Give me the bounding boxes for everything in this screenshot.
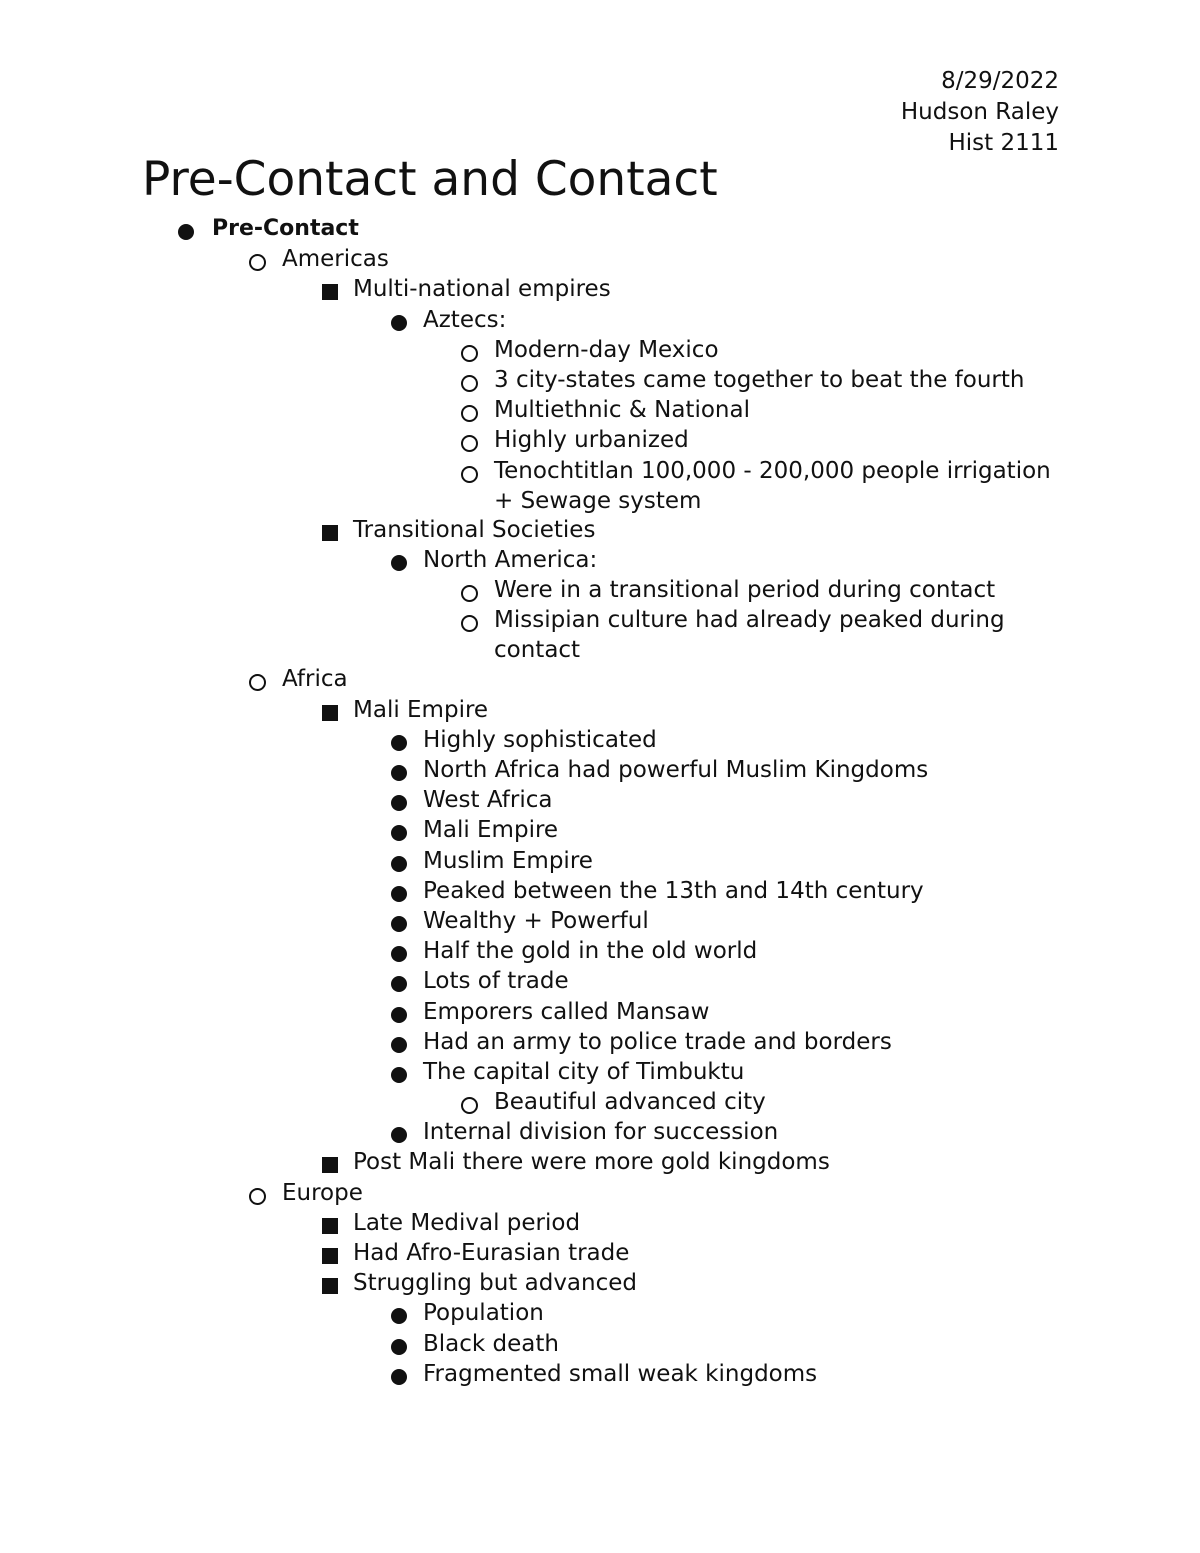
square-bullet-icon	[320, 1268, 340, 1298]
note-author: Hudson Raley	[900, 99, 1059, 125]
outline-item-text: Fragmented small weak kingdoms	[423, 1360, 818, 1387]
disc-bullet-icon	[176, 214, 196, 244]
outline-item-text: + Sewage system	[494, 487, 702, 514]
note-date: 8/29/2022	[941, 68, 1059, 94]
outline-item	[0, 1208, 1200, 1238]
disc-bullet-icon	[389, 876, 409, 906]
outline-item-text: Americas	[282, 246, 389, 273]
outline-item-text: Pre-Contact	[212, 216, 359, 241]
circle-bullet-icon	[247, 1178, 267, 1208]
outline-item-text: Were in a transitional period during contact	[494, 577, 996, 604]
circle-bullet-icon	[247, 664, 267, 694]
outline-item-text: Internal division for succession	[423, 1119, 779, 1146]
outline-item	[0, 815, 1200, 845]
outline-item	[0, 1117, 1200, 1147]
outline-item	[0, 545, 1200, 575]
circle-bullet-icon	[459, 1087, 479, 1117]
outline-item-text: Mali Empire	[423, 817, 559, 844]
outline-item	[0, 1057, 1200, 1087]
outline-item-text: Wealthy + Powerful	[423, 907, 649, 934]
disc-bullet-icon	[389, 755, 409, 785]
disc-bullet-icon	[389, 1027, 409, 1057]
outline-item	[0, 695, 1200, 725]
outline-item	[0, 214, 1200, 244]
page-title: Pre-Contact and Contact	[142, 152, 718, 207]
outline-item	[0, 876, 1200, 906]
outline-item-text: Struggling but advanced	[353, 1270, 637, 1297]
outline-item	[0, 966, 1200, 996]
square-bullet-icon	[320, 515, 340, 545]
circle-bullet-icon	[459, 365, 479, 395]
outline-item-text: Muslim Empire	[423, 847, 593, 874]
outline-item-text: Aztecs:	[423, 306, 507, 333]
circle-bullet-icon	[459, 335, 479, 365]
outline-item-text: North Africa had powerful Muslim Kingdoms	[423, 757, 929, 783]
disc-bullet-icon	[389, 815, 409, 845]
outline-continuation	[0, 486, 1200, 515]
outline-item	[0, 335, 1200, 365]
disc-bullet-icon	[389, 1057, 409, 1087]
outline-item-text: Europe	[282, 1179, 363, 1206]
disc-bullet-icon	[389, 966, 409, 996]
outline-item	[0, 575, 1200, 605]
outline-item	[0, 1027, 1200, 1057]
outline-item-text: Had Afro-Eurasian trade	[353, 1240, 630, 1266]
outline-item-text: Missipian culture had already peaked during	[494, 607, 1005, 634]
outline-item	[0, 274, 1200, 304]
outline-item-text: Multiethnic & National	[494, 397, 750, 424]
circle-bullet-icon	[459, 425, 479, 455]
outline-item-text: Post Mali there were more gold kingdoms	[353, 1149, 830, 1176]
note-course: Hist 2111	[948, 130, 1059, 156]
disc-bullet-icon	[389, 785, 409, 815]
outline-item-text: Highly urbanized	[494, 427, 689, 454]
outline-item-text: Late Medival period	[353, 1209, 581, 1236]
outline-item	[0, 425, 1200, 455]
outline-item-text: West Africa	[423, 787, 553, 814]
circle-bullet-icon	[459, 395, 479, 425]
outline-item	[0, 725, 1200, 755]
outline-item	[0, 906, 1200, 936]
disc-bullet-icon	[389, 1329, 409, 1359]
square-bullet-icon	[320, 695, 340, 725]
square-bullet-icon	[320, 1208, 340, 1238]
outline-item-text: Tenochtitlan 100,000 - 200,000 people irrigation	[494, 457, 1051, 484]
circle-bullet-icon	[247, 244, 267, 274]
circle-bullet-icon	[459, 605, 479, 635]
disc-bullet-icon	[389, 305, 409, 335]
outline-item-text: Modern-day Mexico	[494, 336, 719, 363]
outline-continuation	[0, 635, 1200, 664]
square-bullet-icon	[320, 1147, 340, 1177]
disc-bullet-icon	[389, 1298, 409, 1328]
outline-item-text: 3 city-states came together to beat the fourth	[494, 366, 1025, 393]
disc-bullet-icon	[389, 846, 409, 876]
disc-bullet-icon	[389, 936, 409, 966]
outline-item	[0, 395, 1200, 425]
outline-item	[0, 605, 1200, 635]
outline-item	[0, 1087, 1200, 1117]
outline-item	[0, 785, 1200, 815]
outline-item-text: Emporers called Mansaw	[423, 998, 710, 1025]
outline-item	[0, 1268, 1200, 1298]
outline-item-text: North America:	[423, 546, 598, 573]
outline-item-text: Population	[423, 1300, 544, 1327]
outline-item-text: Lots of trade	[423, 968, 569, 995]
square-bullet-icon	[320, 1238, 340, 1268]
outline-item-text: Black death	[423, 1330, 559, 1357]
outline-item	[0, 456, 1200, 486]
outline-item-text: Peaked between the 13th and 14th century	[423, 877, 924, 904]
outline-item	[0, 936, 1200, 966]
outline-item	[0, 1329, 1200, 1359]
disc-bullet-icon	[389, 1117, 409, 1147]
outline-item-text: Africa	[282, 666, 348, 693]
outline-item	[0, 1238, 1200, 1268]
outline-item	[0, 305, 1200, 335]
outline-item	[0, 515, 1200, 545]
outline-item	[0, 1147, 1200, 1177]
disc-bullet-icon	[389, 997, 409, 1027]
outline-item-text: Multi-national empires	[353, 276, 611, 303]
outline-item	[0, 755, 1200, 785]
outline-item-text: Mali Empire	[353, 696, 489, 723]
outline-item	[0, 365, 1200, 395]
outline-item	[0, 1298, 1200, 1328]
outline-item-text: Beautiful advanced city	[494, 1089, 766, 1116]
outline-item-text: Transitional Societies	[353, 516, 596, 543]
notes-outline	[0, 214, 1200, 1389]
outline-item	[0, 244, 1200, 274]
outline-item-text: Highly sophisticated	[423, 726, 657, 753]
disc-bullet-icon	[389, 906, 409, 936]
outline-item	[0, 846, 1200, 876]
circle-bullet-icon	[459, 456, 479, 486]
outline-item	[0, 997, 1200, 1027]
outline-item-text: Half the gold in the old world	[423, 938, 758, 965]
outline-item-text: Had an army to police trade and borders	[423, 1028, 892, 1055]
disc-bullet-icon	[389, 1359, 409, 1389]
disc-bullet-icon	[389, 545, 409, 575]
square-bullet-icon	[320, 274, 340, 304]
outline-item	[0, 1359, 1200, 1389]
outline-item-text: The capital city of Timbuktu	[423, 1058, 745, 1085]
disc-bullet-icon	[389, 725, 409, 755]
outline-item	[0, 1178, 1200, 1208]
note-header	[901, 66, 1059, 159]
outline-item-text: contact	[494, 637, 581, 664]
circle-bullet-icon	[459, 575, 479, 605]
outline-item	[0, 664, 1200, 694]
